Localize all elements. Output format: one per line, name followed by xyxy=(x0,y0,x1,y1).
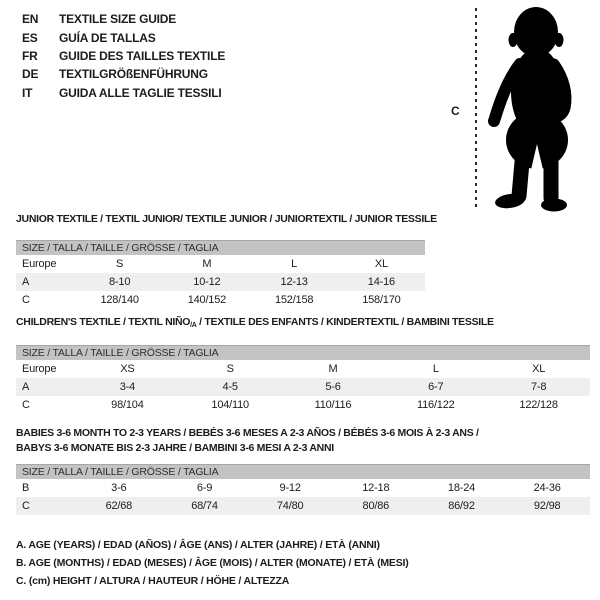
language-code: ES xyxy=(22,30,38,45)
size-band: SIZE / TALLA / TAILLE / GRÖSSE / TAGLIA xyxy=(16,240,425,255)
language-label: GUIDA ALLE TAGLIE TESSILI xyxy=(59,85,222,100)
table-row-age xyxy=(16,378,590,396)
size-cell: XL xyxy=(532,363,546,375)
children-title-pre: CHILDREN'S TEXTILE / TEXTIL NIÑO xyxy=(16,316,191,328)
age-cell: 7-8 xyxy=(530,381,547,393)
language-label: TEXTILGRÖßENFÜHRUNG xyxy=(59,67,208,82)
row-label: C xyxy=(22,294,30,306)
age-cell: 5-6 xyxy=(325,381,341,393)
footnote-height: C. (cm) HEIGHT / ALTURA / HAUTEUR / HÖHE / ALTEZZA xyxy=(16,575,290,587)
babies-size-table xyxy=(16,464,590,515)
row-label: Europe xyxy=(22,258,57,270)
months-cell: 12-18 xyxy=(362,482,390,494)
height-dashed-line xyxy=(475,8,477,211)
language-row xyxy=(22,47,225,65)
size-cell: L xyxy=(432,363,439,375)
table-row-height xyxy=(16,291,425,309)
junior-size-table xyxy=(16,240,425,309)
language-label: TEXTILE SIZE GUIDE xyxy=(59,12,177,27)
size-cell: XS xyxy=(120,363,135,375)
size-cell: M xyxy=(328,363,338,375)
age-cell: 6-7 xyxy=(428,381,444,393)
height-cell: 128/140 xyxy=(100,294,139,306)
table-row-height xyxy=(16,497,590,515)
language-label: GUIDE DES TAILLES TEXTILE xyxy=(59,48,226,63)
size-cell: XL xyxy=(374,258,388,270)
months-cell: 3-6 xyxy=(111,482,127,494)
babies-title-line1: BABIES 3-6 MONTH TO 2-3 YEARS / BEBÉS 3-6 MESES A 2-3 AÑOS / BÉBÉS 3-6 MOIS À 2-3 ANS / xyxy=(16,427,479,439)
height-cell: 104/110 xyxy=(211,399,249,411)
months-cell: 24-36 xyxy=(533,482,561,494)
height-cell: 92/98 xyxy=(533,500,561,512)
language-row xyxy=(22,84,225,102)
toddler-silhouette-image xyxy=(482,4,584,212)
language-header xyxy=(22,10,225,102)
age-cell: 12-13 xyxy=(280,276,308,288)
language-code: DE xyxy=(22,67,39,82)
row-label: Europe xyxy=(22,363,57,375)
age-cell: 14-16 xyxy=(367,276,395,288)
language-row xyxy=(22,65,225,83)
height-cell: 68/74 xyxy=(191,500,218,512)
height-measure-label: C xyxy=(451,104,460,118)
height-cell: 122/128 xyxy=(519,399,558,411)
size-band: SIZE / TALLA / TAILLE / GRÖSSE / TAGLIA xyxy=(16,464,590,479)
height-cell: 80/86 xyxy=(362,500,390,512)
height-cell: 110/116 xyxy=(314,399,352,411)
table-row-europe xyxy=(16,255,425,273)
size-cell: S xyxy=(116,258,124,270)
age-cell: 4-5 xyxy=(222,381,238,393)
language-row xyxy=(22,10,225,28)
row-label: B xyxy=(22,482,30,494)
language-label: GUÍA DE TALLAS xyxy=(59,30,156,45)
footnote-age-months: B. AGE (MONTHS) / EDAD (MESES) / ÂGE (MOIS) / ALTER (MONATE) / ETÀ (MESI) xyxy=(16,557,409,569)
table-row-height xyxy=(16,396,590,414)
age-cell: 3-4 xyxy=(119,381,136,393)
language-code: FR xyxy=(22,48,38,63)
babies-section-title xyxy=(16,426,479,456)
size-band: SIZE / TALLA / TAILLE / GRÖSSE / TAGLIA xyxy=(16,345,590,360)
row-label: C xyxy=(22,500,30,512)
children-title-post: / TEXTILE DES ENFANTS / KINDERTEXTIL / BAMBINI TESSILE xyxy=(196,316,494,328)
junior-section-title: JUNIOR TEXTILE / TEXTIL JUNIOR/ TEXTILE JUNIOR / JUNIORTEXTIL / JUNIOR TESSILE xyxy=(16,213,437,225)
height-cell: 116/122 xyxy=(417,399,455,411)
size-cell: S xyxy=(226,363,234,375)
row-label: A xyxy=(22,276,30,288)
months-cell: 6-9 xyxy=(196,482,213,494)
row-label: C xyxy=(22,399,30,411)
size-cell: M xyxy=(202,258,212,270)
height-cell: 86/92 xyxy=(448,500,475,512)
table-row-europe xyxy=(16,360,590,378)
language-code: EN xyxy=(22,12,39,27)
table-row-age xyxy=(16,273,425,291)
months-cell: 9-12 xyxy=(279,482,301,494)
age-cell: 10-12 xyxy=(193,276,221,288)
height-cell: 158/170 xyxy=(362,294,401,306)
age-cell: 8-10 xyxy=(109,276,131,288)
row-label: A xyxy=(22,381,30,393)
table-row-months xyxy=(16,479,590,497)
height-cell: 74/80 xyxy=(276,500,304,512)
height-cell: 152/158 xyxy=(274,294,314,306)
language-row xyxy=(22,28,225,46)
children-size-table xyxy=(16,345,590,414)
children-section-title xyxy=(16,316,494,329)
height-cell: 98/104 xyxy=(111,399,144,411)
language-code: IT xyxy=(22,85,33,100)
babies-title-line2: BABYS 3-6 MONATE BIS 2-3 JAHRE / BAMBINI 3-6 MESI A 2-3 ANNI xyxy=(16,442,334,454)
size-cell: L xyxy=(291,258,298,270)
height-cell: 62/68 xyxy=(105,500,133,512)
months-cell: 18-24 xyxy=(447,482,476,494)
height-cell: 140/152 xyxy=(187,294,227,306)
footnote-age-years: A. AGE (YEARS) / EDAD (AÑOS) / ÂGE (ANS) / ALTER (JAHRE) / ETÀ (ANNI) xyxy=(16,539,380,551)
children-title-subscript: /A xyxy=(190,322,197,329)
footnotes xyxy=(16,536,409,590)
